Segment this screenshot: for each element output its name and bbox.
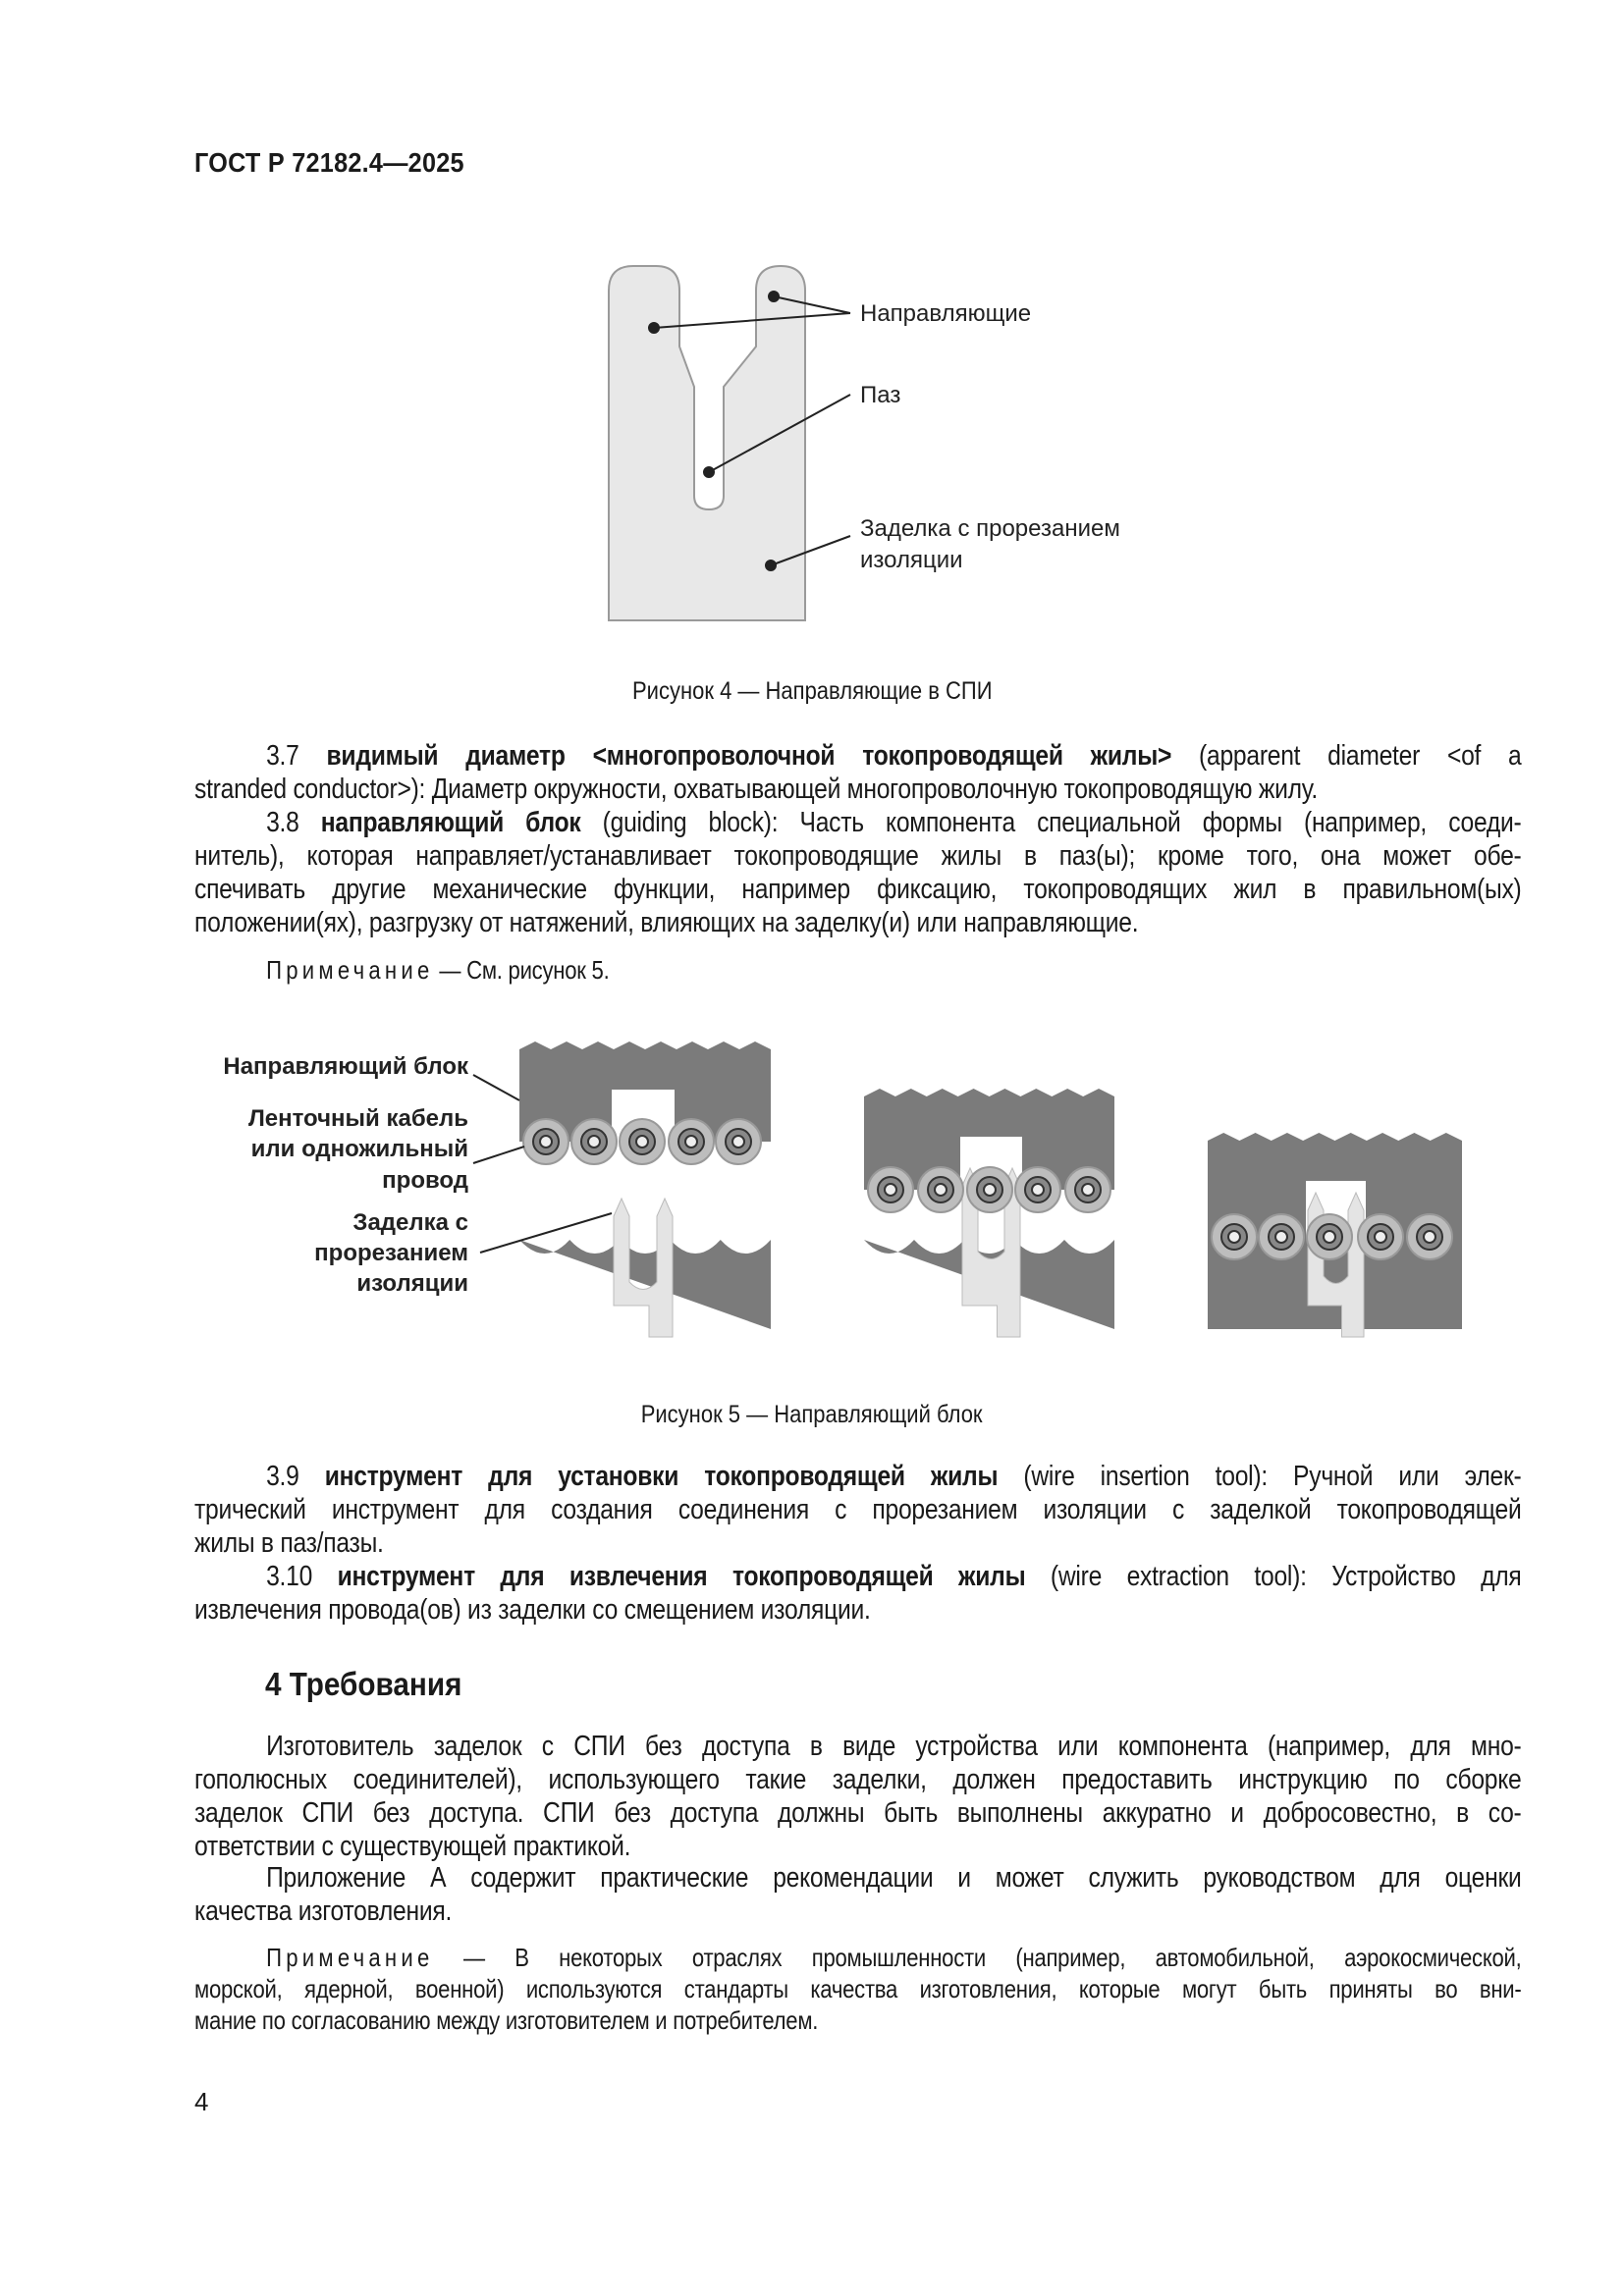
cable-insulation xyxy=(1259,1214,1304,1259)
conductor-strands xyxy=(1032,1184,1044,1196)
idc-point xyxy=(766,561,776,570)
conductor-strands xyxy=(984,1184,996,1196)
text-segment: заделок СПИ без доступа. СПИ без доступа должны быть выполнены аккуратно и добросовестно, в со- xyxy=(194,1797,1522,1829)
conductor xyxy=(533,1129,559,1154)
fig5-label-cable-2: или одножильный xyxy=(250,1136,468,1162)
conductor-strands xyxy=(885,1184,896,1196)
section-4-paragraph-2 xyxy=(194,1861,1624,1928)
cable-insulation xyxy=(571,1119,617,1164)
cable-insulation xyxy=(1015,1167,1060,1212)
fig5-label-idc-1: Заделка с xyxy=(352,1209,468,1236)
text-segment: ответствии с существующей практикой. xyxy=(194,1831,631,1862)
section-4-paragraph-1 xyxy=(194,1730,1624,1863)
conductor-strands xyxy=(636,1136,648,1148)
cable-insulation xyxy=(620,1119,665,1164)
conductor xyxy=(581,1129,607,1154)
term-name: направляющий блок xyxy=(320,807,581,838)
fig5-label-guiding-block: Направляющий блок xyxy=(223,1053,468,1080)
conductor xyxy=(1368,1224,1393,1250)
section-4-note xyxy=(194,1942,1624,2036)
page-number: 4 xyxy=(194,2087,209,2116)
conductor-strands xyxy=(1375,1231,1386,1243)
text-segment: гополюсных соединителей), использующего такие заделки, должен предоставить инструкцию по сборке xyxy=(194,1764,1522,1795)
cable-insulation xyxy=(1407,1214,1452,1259)
text-segment: жилы в паз/пазы. xyxy=(194,1527,384,1559)
note-label: Примечание xyxy=(266,955,434,985)
guide-point-right xyxy=(769,292,779,301)
conductor-strands xyxy=(540,1136,552,1148)
text-segment: трический инструмент для создания соединения с прорезанием изоляции с заделкой токопроводящей xyxy=(194,1494,1522,1525)
cable-insulation xyxy=(1065,1167,1110,1212)
idc-contact xyxy=(962,1168,1020,1337)
text-line xyxy=(194,1861,1522,1895)
document-header: ГОСТ Р 72182.4—2025 xyxy=(194,147,464,178)
conductor xyxy=(1221,1224,1247,1250)
text-segment: stranded conductor>): Диаметр окружности, охватывающей многопроволочную токопроводящую жилу. xyxy=(194,774,1318,805)
conductor xyxy=(1269,1224,1294,1250)
text-line xyxy=(194,1830,1522,1863)
section-4-heading: 4 Требования xyxy=(265,1666,462,1702)
slot-point xyxy=(704,467,714,477)
guiding-block xyxy=(519,1041,771,1142)
figure-5-caption xyxy=(0,1401,1624,1429)
text-line xyxy=(194,1942,1522,1973)
cable-insulation xyxy=(523,1119,568,1164)
conductor xyxy=(726,1129,751,1154)
text-line xyxy=(194,1493,1522,1526)
text-segment: Приложение А содержит практические рекомендации и может служить руководством для оценки xyxy=(266,1862,1522,1894)
text-segment: 3.8 xyxy=(266,807,321,838)
text-segment: морской, ядерной, военной) используются стандарты качества изготовления, которые могут быть приняты во вни- xyxy=(194,1974,1522,2003)
idc-terminal-shape xyxy=(609,266,805,620)
text-line xyxy=(194,2004,1522,2036)
note-label: Примечание xyxy=(266,1943,434,1972)
note-figure-5 xyxy=(194,954,1624,986)
text-segment: положении(ях), разгрузку от натяжений, влияющих на заделку(и) или направляющие. xyxy=(194,907,1139,938)
fig4-label-idc-2: изоляции xyxy=(860,547,963,573)
text-segment: 3.9 xyxy=(266,1461,325,1492)
guiding-block xyxy=(864,1089,1114,1190)
text-segment: — В некоторых отраслях промышленности (например, автомобильной, аэрокосмической, xyxy=(433,1943,1522,1972)
text-line xyxy=(194,773,1522,806)
text-segment: спечивать другие механические функции, например фиксацию, токопроводящих жил в правильном(ых) xyxy=(194,874,1522,905)
conductor xyxy=(1417,1224,1442,1250)
text-segment: (wire extraction tool): Устройство для xyxy=(1025,1561,1522,1592)
text-line xyxy=(194,1560,1522,1593)
conductor xyxy=(1317,1224,1342,1250)
figure-4-caption xyxy=(0,677,1624,706)
conductor xyxy=(977,1177,1002,1202)
term-3-7 xyxy=(194,739,1624,806)
conductor-strands xyxy=(1324,1231,1335,1243)
text-line xyxy=(194,1730,1522,1763)
idc-contact xyxy=(614,1199,673,1337)
cable-insulation xyxy=(967,1167,1012,1212)
text-segment: (guiding block): Часть компонента специальной формы (например, соеди- xyxy=(580,807,1522,838)
guide-point-left xyxy=(649,323,659,333)
conductor xyxy=(1025,1177,1051,1202)
idc-contact xyxy=(1308,1193,1364,1337)
text-line xyxy=(194,1526,1522,1560)
text-line xyxy=(194,1763,1522,1796)
conductor-strands xyxy=(732,1136,744,1148)
term-name: инструмент для извлечения токопроводящей жилы xyxy=(337,1561,1026,1592)
base-block xyxy=(519,1240,771,1329)
conductor-strands xyxy=(1424,1231,1435,1243)
text-line xyxy=(194,839,1522,873)
fig5-label-idc-3: изоляции xyxy=(356,1270,468,1297)
cable-insulation xyxy=(716,1119,761,1164)
conductor-strands xyxy=(588,1136,600,1148)
text-segment: Изготовитель заделок с СПИ без доступа в виде устройства или компонента (например, для мно- xyxy=(266,1731,1522,1762)
term-3-8 xyxy=(194,806,1624,939)
text-line xyxy=(194,873,1522,906)
text-segment: нитель), которая направляет/устанавливает токопроводящие жилы в паз(ы); кроме того, она может обе- xyxy=(194,840,1522,872)
text-segment: 3.10 xyxy=(266,1561,338,1592)
guiding-block xyxy=(1208,1133,1462,1237)
term-3-9 xyxy=(194,1460,1624,1560)
conductor-strands xyxy=(1228,1231,1240,1243)
text-line xyxy=(194,954,1522,986)
text-segment: качества изготовления. xyxy=(194,1896,453,1927)
text-segment: мание по согласованию между изготовителем и потребителем. xyxy=(194,2005,819,2035)
text-segment: (apparent diameter <of a xyxy=(1171,740,1522,772)
text-line xyxy=(194,1973,1522,2004)
text-segment: 3.7 xyxy=(266,740,327,772)
conductor-strands xyxy=(935,1184,947,1196)
base-block xyxy=(864,1240,1114,1329)
text-line xyxy=(194,1460,1522,1493)
conductor-strands xyxy=(1082,1184,1094,1196)
conductor xyxy=(678,1129,704,1154)
term-name: видимый диаметр <многопроволочной токопроводящей жилы> xyxy=(326,740,1172,772)
cable-insulation xyxy=(918,1167,963,1212)
term-3-10 xyxy=(194,1560,1624,1627)
conductor-strands xyxy=(685,1136,697,1148)
conductor xyxy=(928,1177,953,1202)
figure-5-caption-text: Рисунок 5 — Направляющий блок xyxy=(641,1401,983,1428)
term-name: инструмент для установки токопроводящей жилы xyxy=(324,1461,999,1492)
text-line xyxy=(194,739,1522,773)
text-line xyxy=(194,906,1522,939)
cable-insulation xyxy=(1212,1214,1257,1259)
fig4-label-idc-1: Заделка с прорезанием xyxy=(860,515,1120,542)
text-line xyxy=(194,1796,1522,1830)
cable-insulation xyxy=(868,1167,913,1212)
conductor xyxy=(878,1177,903,1202)
text-segment: извлечения провода(ов) из заделки со смещением изоляции. xyxy=(194,1594,871,1626)
cable-insulation xyxy=(1307,1214,1352,1259)
fig5-label-idc-2: прорезанием xyxy=(314,1240,468,1266)
cable-insulation xyxy=(669,1119,714,1164)
text-segment: (wire insertion tool): Ручной или элек- xyxy=(998,1461,1522,1492)
text-segment: — См. рисунок 5. xyxy=(433,955,610,985)
figure-4-caption-text: Рисунок 4 — Направляющие в СПИ xyxy=(631,677,993,705)
base-block xyxy=(1208,1237,1462,1329)
text-line xyxy=(194,1895,1522,1928)
fig4-label-guides: Направляющие xyxy=(860,300,1032,327)
fig5-label-cable-1: Ленточный кабель xyxy=(247,1105,468,1132)
fig5-label-cable-3: провод xyxy=(382,1167,468,1194)
conductor-strands xyxy=(1275,1231,1287,1243)
fig4-label-slot: Паз xyxy=(860,382,901,408)
text-line xyxy=(194,806,1522,839)
cable-insulation xyxy=(1358,1214,1403,1259)
conductor xyxy=(629,1129,655,1154)
text-line xyxy=(194,1593,1522,1627)
conductor xyxy=(1075,1177,1101,1202)
